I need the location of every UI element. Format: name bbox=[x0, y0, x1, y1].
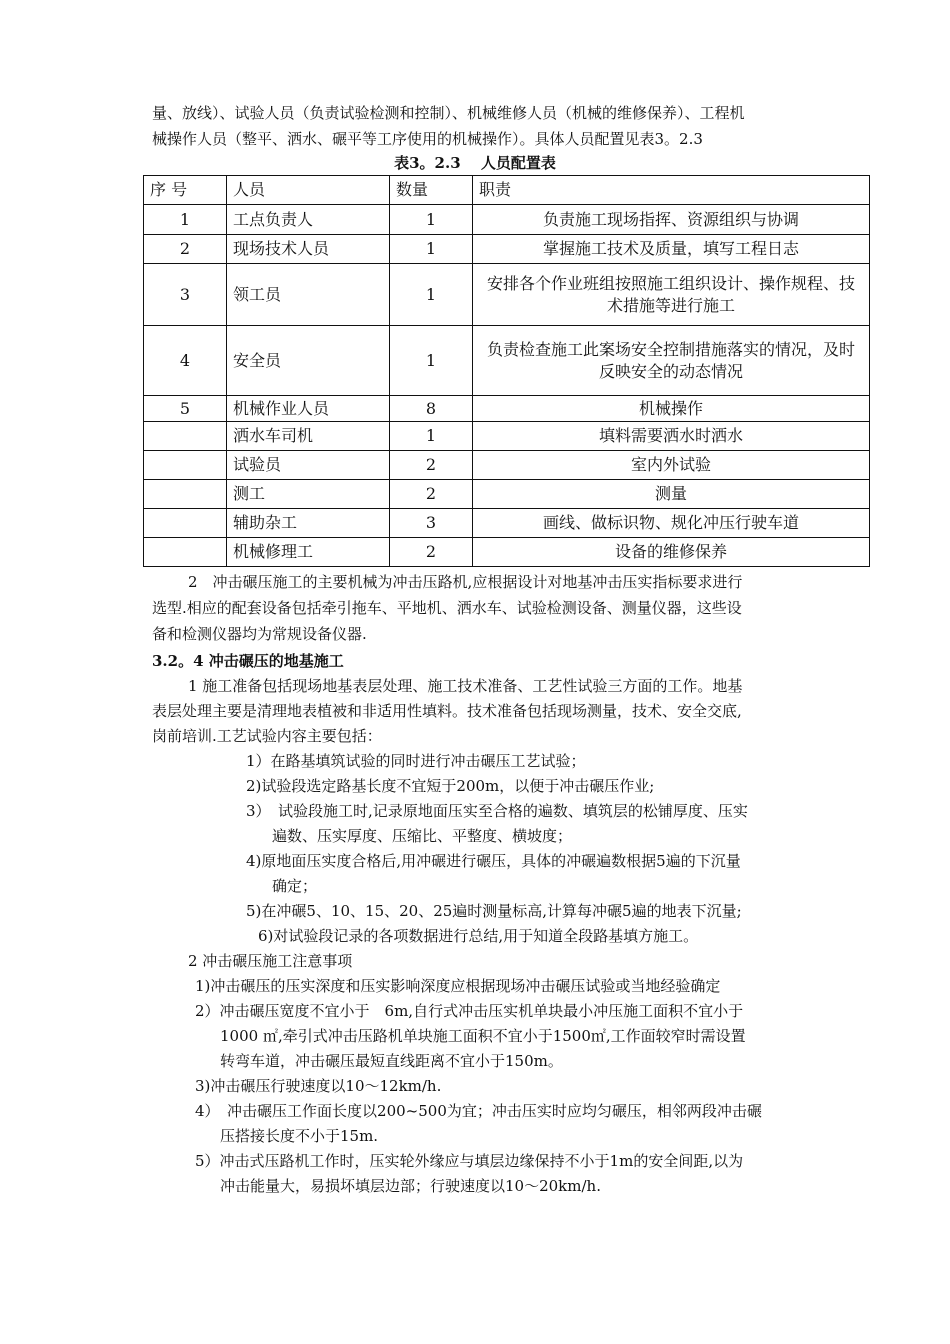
cell-person: 试验员 bbox=[227, 451, 390, 480]
machines-line-2: 选型.相应的配套设备包括牵引拖车、平地机、洒水车、试验检测设备、测量仪器，这些设 bbox=[152, 599, 742, 617]
machines-line-3: 备和检测仪器均为常规设备仪器. bbox=[152, 625, 367, 643]
list-item: 1）在路基填筑试验的同时进行冲击碾压工艺试验； bbox=[246, 752, 586, 770]
note-line: 5）冲击式压路机工作时，压实轮外缘应与填层边缘保持不小于1m的安全间距,以为 bbox=[195, 1152, 744, 1170]
cell-no bbox=[144, 538, 227, 567]
staff-table bbox=[143, 175, 870, 567]
cell-no: 1 bbox=[144, 205, 227, 235]
cell-count: 8 bbox=[390, 396, 473, 422]
prep-line-1: 1 施工准备包括现场地基表层处理、施工技术准备、工艺性试验三方面的工作。地基 bbox=[188, 677, 743, 695]
cell-count: 1 bbox=[390, 422, 473, 451]
notes-heading: 2 冲击碾压施工注意事项 bbox=[188, 952, 353, 970]
list-item: 遍数、压实厚度、压缩比、平整度、横坡度； bbox=[272, 827, 573, 845]
cell-duty: 安排各个作业班组按照施工组织设计、操作规程、技术措施等进行施工 bbox=[473, 264, 870, 326]
cell-duty: 画线、做标识物、规化冲压行驶车道 bbox=[473, 509, 870, 538]
cell-person: 测工 bbox=[227, 480, 390, 509]
cell-count: 1 bbox=[390, 235, 473, 264]
note-line: 4） 冲击碾压工作面长度以200~500为宜；冲击压实时应均匀碾压，相邻两段冲击碾 bbox=[195, 1102, 762, 1120]
note-line: 2）冲击碾压宽度不宜小于 6m,自行式冲击压实机单块最小冲压施工面积不宜小于 bbox=[195, 1002, 744, 1020]
table-row bbox=[144, 326, 870, 396]
cell-duty: 设备的维修保养 bbox=[473, 538, 870, 567]
intro-line-1: 量、放线）、试验人员（负责试验检测和控制）、机械维修人员（机械的维修保养）、工程机 bbox=[152, 104, 745, 122]
table-row bbox=[144, 422, 870, 451]
cell-count: 1 bbox=[390, 205, 473, 235]
cell-person: 机械作业人员 bbox=[227, 396, 390, 422]
cell-no bbox=[144, 451, 227, 480]
prep-line-2: 表层处理主要是清理地表植被和非适用性填料。技术准备包括现场测量，技术、安全交底, bbox=[152, 702, 742, 720]
cell-duty: 填料需要洒水时洒水 bbox=[473, 422, 870, 451]
cell-person: 工点负责人 bbox=[227, 205, 390, 235]
cell-duty: 室内外试验 bbox=[473, 451, 870, 480]
table-row bbox=[144, 264, 870, 326]
table-header-row bbox=[144, 176, 870, 205]
prep-line-3: 岗前培训.工艺试验内容主要包括： bbox=[152, 727, 382, 745]
cell-count: 1 bbox=[390, 264, 473, 326]
cell-no: 3 bbox=[144, 264, 227, 326]
intro-line-2: 械操作人员（整平、洒水、碾平等工序使用的机械操作）。具体人员配置见表3。2.3 bbox=[152, 130, 703, 148]
note-line: 转弯车道，冲击碾压最短直线距离不宜小于150m。 bbox=[220, 1052, 563, 1070]
cell-no: 5 bbox=[144, 396, 227, 422]
cell-person: 现场技术人员 bbox=[227, 235, 390, 264]
cell-duty: 掌握施工技术及质量，填写工程日志 bbox=[473, 235, 870, 264]
cell-count: 2 bbox=[390, 480, 473, 509]
header-person: 人员 bbox=[227, 176, 390, 205]
note-line: 压搭接长度不小于15m. bbox=[220, 1127, 379, 1145]
table-row bbox=[144, 451, 870, 480]
table-row bbox=[144, 205, 870, 235]
list-item: 6)对试验段记录的各项数据进行总结,用于知道全段路基填方施工。 bbox=[258, 927, 699, 945]
table-row bbox=[144, 480, 870, 509]
cell-duty: 机械操作 bbox=[473, 396, 870, 422]
header-duty: 职责 bbox=[473, 176, 870, 205]
cell-duty: 测量 bbox=[473, 480, 870, 509]
cell-count: 2 bbox=[390, 538, 473, 567]
cell-person: 洒水车司机 bbox=[227, 422, 390, 451]
cell-no: 2 bbox=[144, 235, 227, 264]
header-count: 数量 bbox=[390, 176, 473, 205]
table-row bbox=[144, 509, 870, 538]
note-line: 冲击能量大，易损坏填层边部；行驶速度以10～20km/h. bbox=[220, 1177, 601, 1195]
cell-count: 1 bbox=[390, 326, 473, 396]
note-line: 3)冲击碾压行驶速度以10～12km/h. bbox=[195, 1077, 442, 1095]
header-no: 序 号 bbox=[144, 176, 227, 205]
cell-no bbox=[144, 509, 227, 538]
cell-person: 安全员 bbox=[227, 326, 390, 396]
table-row bbox=[144, 235, 870, 264]
list-item: 4)原地面压实度合格后,用冲碾进行碾压，具体的冲碾遍数根据5遍的下沉量 bbox=[246, 852, 741, 870]
cell-person: 机械修理工 bbox=[227, 538, 390, 567]
list-item: 5)在冲碾5、10、15、20、25遍时测量标高,计算每冲碾5遍的地表下沉量; bbox=[246, 902, 742, 920]
cell-duty: 负责检查施工此案场安全控制措施落实的情况，及时反映安全的动态情况 bbox=[473, 326, 870, 396]
cell-person: 辅助杂工 bbox=[227, 509, 390, 538]
table-row bbox=[144, 538, 870, 567]
cell-no: 4 bbox=[144, 326, 227, 396]
table-caption: 表3。2.3 人员配置表 bbox=[394, 154, 556, 172]
list-item: 确定； bbox=[272, 877, 318, 895]
cell-duty: 负责施工现场指挥、资源组织与协调 bbox=[473, 205, 870, 235]
table-row bbox=[144, 396, 870, 422]
cell-count: 3 bbox=[390, 509, 473, 538]
cell-person: 领工员 bbox=[227, 264, 390, 326]
list-item: 3） 试验段施工时,记录原地面压实至合格的遍数、填筑层的松铺厚度、压实 bbox=[246, 802, 748, 820]
machines-line-1: 2 冲击碾压施工的主要机械为冲击压路机,应根据设计对地基冲击压实指标要求进行 bbox=[188, 573, 743, 591]
note-line: 1)冲击碾压的压实深度和压实影响深度应根据现场冲击碾压试验或当地经验确定 bbox=[195, 977, 721, 995]
cell-count: 2 bbox=[390, 451, 473, 480]
cell-no bbox=[144, 422, 227, 451]
cell-no bbox=[144, 480, 227, 509]
section-heading: 3.2。4 冲击碾压的地基施工 bbox=[152, 652, 344, 670]
list-item: 2)试验段选定路基长度不宜短于200m，以便于冲击碾压作业; bbox=[246, 777, 655, 795]
note-line: 1000 ㎡,牵引式冲击压路机单块施工面积不宜小于1500㎡,工作面较窄时需设置 bbox=[220, 1027, 746, 1045]
